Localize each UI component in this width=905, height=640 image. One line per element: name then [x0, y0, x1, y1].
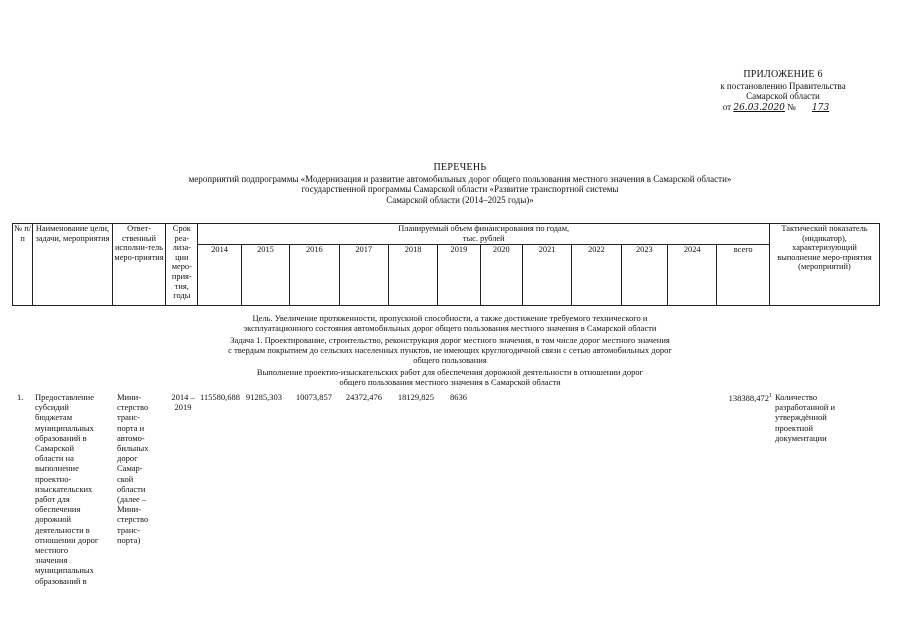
- appendix-title: ПРИЛОЖЕНИЕ 6: [743, 69, 823, 80]
- task-line3: общего пользования: [413, 355, 487, 365]
- executor-line: Мини-: [117, 392, 142, 402]
- task-line1: Задача 1. Проектирование, строительство, реконструкция дорог местного значения, в том числе дорог местного значения: [230, 335, 670, 345]
- name-line: образований в: [35, 432, 87, 443]
- header-term: Срок реа-лиза-ции меро-прия-тия, годы: [166, 224, 198, 306]
- heading-title: ПЕРЕЧЕНЬ: [433, 162, 487, 173]
- header-indicator: Тактический показатель (индикатор), характеризующий выполнение меро-приятия (мероприятий): [769, 224, 879, 306]
- row1-executor: [117, 392, 169, 545]
- total-value: 138388,472: [728, 392, 769, 403]
- date-prefix: от: [722, 101, 732, 112]
- heading-line3: Самарской области (2014–2025 годы)»: [386, 194, 534, 205]
- executor-line: транс-: [117, 412, 140, 423]
- name-line: муниципальных: [35, 565, 94, 576]
- executor-line: ской: [117, 473, 134, 484]
- document-heading: [60, 163, 860, 205]
- header-executor: Ответ-ственный исполни-тель меро-приятия: [112, 224, 165, 306]
- year-total: всего: [717, 245, 770, 306]
- year-2014: 2014: [198, 245, 241, 306]
- goal-line2: эксплуатационного состояния автомобильных дорог общего пользования местного значения в Самарской области: [243, 323, 657, 333]
- name-line: изыскательских: [35, 483, 93, 494]
- name-line: значения: [35, 555, 68, 566]
- name-line: области на: [35, 453, 74, 464]
- year-2021: 2021: [522, 245, 571, 306]
- funding-unit: тыс. рублей: [462, 233, 505, 243]
- value-2014: 115580,688: [199, 392, 240, 402]
- value-total: [710, 391, 772, 403]
- row1-name: [35, 392, 115, 586]
- year-2023: 2023: [621, 245, 667, 306]
- heading-line1: мероприятий подпрограммы «Модернизация и развитие автомобильных дорог общего пользования местного значения в Самарской области»: [188, 173, 732, 184]
- year-2017: 2017: [339, 245, 388, 306]
- executor-line: стерство: [117, 402, 149, 413]
- executor-line: транс-: [117, 524, 140, 535]
- value-2016: 10073,857: [295, 392, 332, 402]
- number-prefix: №: [787, 101, 796, 112]
- appendix-date-line: [698, 102, 868, 114]
- task-text: [100, 335, 800, 365]
- executor-line: стерство: [117, 514, 149, 525]
- indicator-line: разработанной и: [775, 402, 836, 413]
- year-2024: 2024: [668, 245, 717, 306]
- total-footnote: 1: [769, 393, 772, 399]
- executor-line: Самар-: [117, 463, 143, 474]
- date-value: 26.03.2020: [733, 102, 785, 113]
- goal-line1: Цель. Увеличение протяженности, пропускной способности, а также достижение требуемого технического и: [252, 313, 648, 323]
- number-value: 173: [812, 102, 830, 113]
- name-line: бюджетам: [35, 412, 73, 423]
- indicator-line: Количество: [775, 392, 818, 402]
- year-2018: 2018: [388, 245, 437, 306]
- indicator-line: документации: [775, 432, 827, 443]
- executor-line: области: [117, 483, 146, 494]
- appendix-line1: к постановлению Правительства: [720, 80, 846, 91]
- name-line: муниципальных: [35, 422, 94, 433]
- appendix-line2: Самарской области: [746, 91, 820, 101]
- year-2020: 2020: [480, 245, 522, 306]
- appendix-block: [698, 70, 868, 113]
- activity-line2: общего пользования местного значения в Самарской области: [339, 377, 561, 387]
- name-line: местного: [35, 545, 69, 556]
- funding-title: Планируемый объем финансирования по годам,: [398, 224, 570, 233]
- year-2019: 2019: [438, 245, 480, 306]
- name-line: работ для: [35, 494, 70, 505]
- executor-line: порта и: [117, 422, 145, 433]
- task-line2: с твердым покрытием до сельских населенных пунктов, не имеющих круглогодичной связи с сетью автомобильных дорог: [228, 345, 672, 355]
- header-table: [12, 223, 880, 306]
- term-end: 2019: [174, 402, 192, 413]
- executor-line: бильных: [117, 443, 149, 454]
- value-2015: 91285,303: [245, 392, 282, 402]
- term-start: 2014 –: [171, 392, 195, 402]
- header-num: № п/п: [13, 224, 33, 306]
- row1-num: 1.: [17, 392, 24, 402]
- executor-line: (далее –: [117, 494, 147, 505]
- header-funding: [198, 224, 770, 245]
- executor-line: Мини-: [117, 504, 142, 515]
- row1-indicator: [775, 392, 880, 443]
- year-2022: 2022: [572, 245, 621, 306]
- executor-line: автомо-: [117, 432, 145, 443]
- value-2017: 24372,476: [345, 392, 382, 402]
- name-line: Предоставление: [35, 392, 94, 402]
- goal-text: [100, 313, 800, 333]
- header-name: Наименование цели, задачи, мероприятия: [33, 224, 113, 306]
- name-line: отношении дорог: [35, 534, 99, 545]
- activity-line1: Выполнение проектно-изыскательских работ для обеспечения дорожной деятельности в отношении дорог: [256, 367, 644, 377]
- name-line: проектно-: [35, 473, 72, 484]
- indicator-line: утверждённой: [775, 412, 827, 423]
- value-2019: 8636: [450, 392, 467, 402]
- executor-line: порта): [117, 534, 141, 545]
- name-line: Самарской: [35, 443, 75, 454]
- name-line: дорожной: [35, 514, 72, 525]
- name-line: образований в: [35, 575, 87, 586]
- name-line: выполнение: [35, 463, 79, 474]
- heading-line2: государственной программы Самарской области «Развитие транспортной системы: [301, 184, 619, 194]
- indicator-line: проектной: [775, 422, 814, 433]
- name-line: обеспечения: [35, 504, 81, 515]
- name-line: субсидий: [35, 402, 69, 413]
- name-line: деятельности в: [35, 524, 90, 535]
- executor-line: дорог: [117, 453, 138, 464]
- activity-text: [100, 367, 800, 387]
- year-2016: 2016: [290, 245, 339, 306]
- year-2015: 2015: [241, 245, 289, 306]
- value-2018: 18129,825: [397, 392, 434, 402]
